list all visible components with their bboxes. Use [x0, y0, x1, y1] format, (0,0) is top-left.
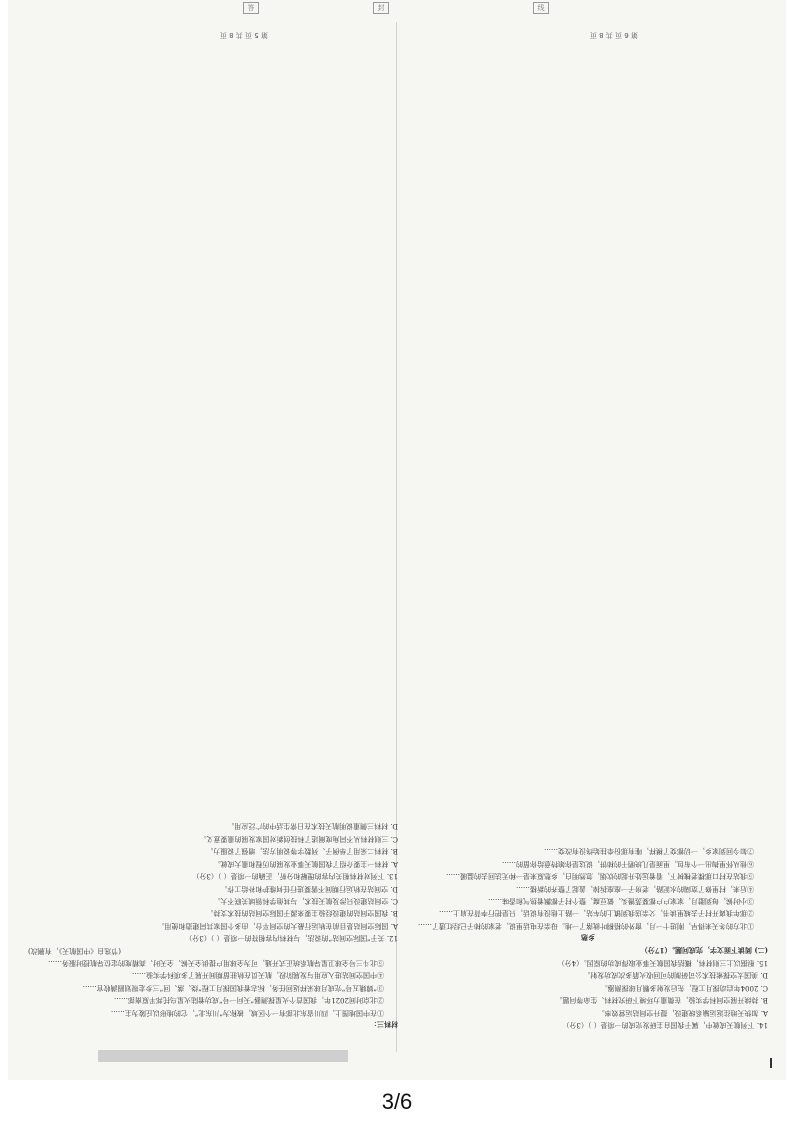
page-footer: 第 6 页 共 8 页 [589, 31, 638, 39]
option-c: C. 空间站建设只涉及航天技术，与其他学科领域关联不大。 [213, 896, 398, 905]
question-15: 15. 根据以上三则材料，概括我国航天事业取得成功的原因。（4分） [557, 958, 768, 967]
right-page-rotated [408, 20, 768, 1030]
option-d: D. 空间站在轨运行期间不需要进行任何维护和补给工作。 [220, 884, 398, 893]
option-b: B. 持续开展空间科学实验，在微重力环境下研究材料、生命等问题。 [555, 996, 768, 1005]
paragraph: ⑤我站在村口那棵老槐树下，看着远处升起的炊烟，忽然明白，乡愁原来是一种无法回去的温暖…… [446, 872, 754, 881]
paragraph: ⑦如今回到家乡，一切都变了模样，唯有那份牵挂始终没有改变…… [544, 847, 754, 856]
scanned-exam-sheet [8, 0, 786, 1080]
paragraph: ①北方的冬天来得早，刚进十一月，窗外的梧桐叶就落了一地。母亲在电话里说，老家的柿子已经红透了…… [418, 921, 754, 930]
section-heading: (二) 阅读下面文字，完成问题。（17分） [640, 945, 768, 955]
page-indicator: 3/6 [0, 1080, 794, 1124]
paragraph: ②那年我离开村子去城里读书，父亲送我到镇上的车站，一路上他没有说话，只是把行李背在肩上…… [439, 909, 754, 918]
page-footer: 第 5 页 共 8 页 [219, 31, 268, 39]
option-a: A. 加快天地往返运输系统建设，提升空间站运营效率。 [597, 1008, 768, 1017]
paragraph: ①在中国地图上，四川省东北部有一个区域，被称为“川东北”，它的地形以丘陵为主…… [110, 1008, 384, 1017]
paragraph: ②北京时间2021年，我国首个火星探测器“天问一号”成功着陆火星乌托邦平原南部…… [114, 996, 384, 1005]
material-heading: 材料三： [370, 1020, 398, 1029]
right-page-text [408, 844, 768, 1030]
redacted-area [98, 1050, 348, 1062]
edge-mark [770, 1058, 772, 1068]
option-c: C. 三则材料从不同角度阐述了科技创新对国家发展的重要意义。 [199, 834, 398, 843]
option-a: A. 国际空间站是目前在轨运行最大的空间平台，由多个国家共同建造和使用。 [157, 921, 398, 930]
left-page-text [28, 819, 398, 1030]
source-note: (节选自《中国航天》，有删改) [28, 946, 121, 955]
option-d: D. 美国太空探索技术公司研制的可回收火箭多次成功发射。 [583, 971, 768, 980]
paragraph: ⑥他从怀里掏出一个布包，里面是几块晒干的柿饼，说这是你娘特意给你留的…… [502, 859, 754, 868]
binding-mark: 答 [243, 2, 259, 14]
left-page-rotated [28, 20, 398, 1030]
option-d: D. 材料三侧重说明航天技术在日常生活中的广泛应用。 [227, 822, 398, 831]
binding-mark: 线 [533, 2, 549, 14]
essay-title: 乡愁 [581, 933, 595, 943]
paragraph: ④后来，村里修了宽阔的水泥路，老房子一座座拆掉，盖起了整齐的新楼…… [516, 884, 754, 893]
option-c: C. 2004年启动探月工程，先后发射多颗月球探测器。 [600, 983, 768, 992]
binding-line-header [28, 2, 768, 14]
paragraph: ③“嫦娥五号”完成月球采样返回任务，标志着我国探月工程“绕、落、回”三步走规划圆满收官…… [82, 983, 384, 992]
question-12: 12. 关于“国际空间站”的说法，与材料内容相符的一项是（ ）（3分） [185, 934, 398, 943]
paragraph: ③小时候，每到腊月，家家户户都要蒸馒头、做豆腐，整个村子都飘着热气和香味…… [488, 896, 754, 905]
paragraph: ⑤北斗三号全球卫星导航系统正式开通，可为全球用户提供全天候、全天时、高精度的定位导航授时服务…… [48, 958, 384, 967]
paragraph: ④中国空间站进入应用与发展阶段，航天员在轨驻留期间开展了多项科学实验…… [132, 971, 384, 980]
option-b: B. 材料二采用了举例子、列数字等说明方法，增强了说服力。 [206, 847, 398, 856]
option-b: B. 我国空间站的建设经验主要来源于国际空间站的技术支持。 [206, 909, 398, 918]
option-a: A. 材料一主要介绍了我国航天事业发展的历程和重大成就。 [213, 859, 398, 868]
question-14: 14. 下列航天成就中，属于我国自主研发完成的一项是（ ）（3分） [562, 1021, 768, 1029]
binding-mark: 封 [373, 2, 389, 14]
question-13: 13. 下列对材料相关内容的理解和分析，正确的一项是（ ）（3分） [192, 872, 398, 881]
